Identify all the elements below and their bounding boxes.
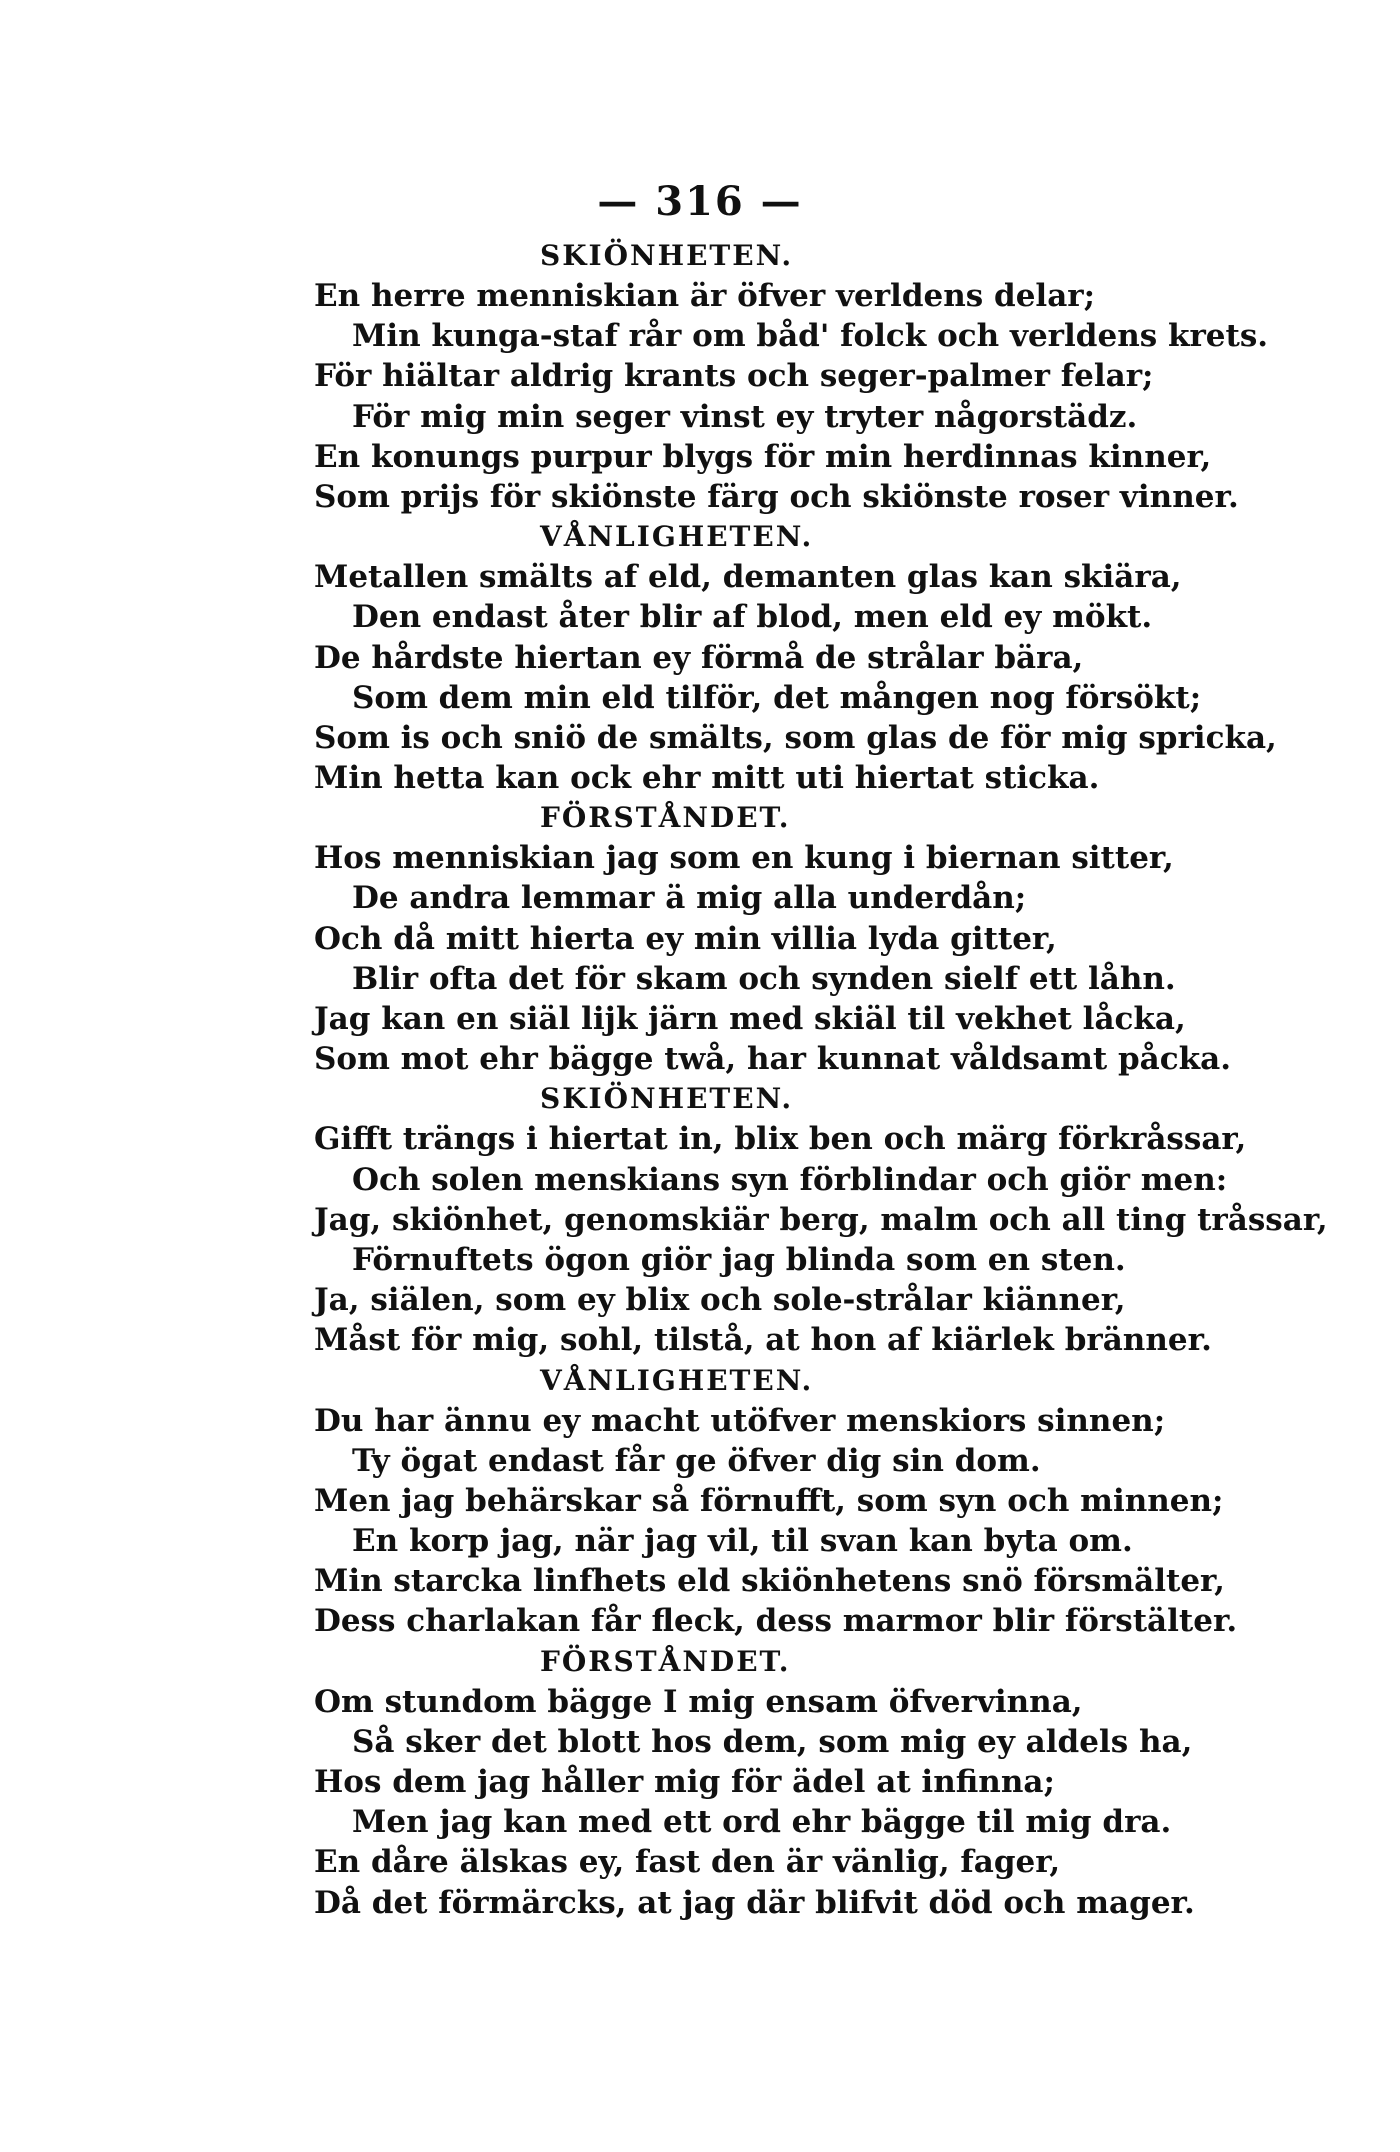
verse-line: Och då mitt hierta ey min villia lyda gitter, (314, 920, 1057, 957)
speaker-heading: VÅNLIGHETEN. (540, 1363, 814, 1397)
verse-line: För hiältar aldrig krants och seger-palmer felar; (314, 358, 1154, 395)
verse-line: En herre menniskian är öfver verldens delar; (314, 278, 1096, 314)
verse-line: Måst för mig, sohl, tilstå, at hon af kiärlek bränner. (314, 1322, 1212, 1359)
verse-line: Som dem min eld tilför, det mången nog försökt; (352, 679, 1202, 716)
verse-line: Dess charlakan får fleck, dess marmor blir förstälter. (314, 1603, 1238, 1640)
poem-section (314, 798, 1314, 1079)
verse-line: Jag kan en siäl lijk järn med skiäl til vekhet låcka, (314, 1001, 1186, 1037)
poem-section (314, 517, 1314, 798)
speaker-heading: SKIÖNHETEN. (540, 239, 794, 272)
poem-section (314, 1079, 1328, 1360)
verse-line: Min kunga-staf rår om båd' folck och verldens krets. (352, 318, 1269, 355)
verse-line: Så sker det blott hos dem, som mig ey aldels ha, (352, 1723, 1193, 1760)
verse-line: Min hetta kan ock ehr mitt uti hiertat sticka. (314, 760, 1100, 797)
verse-line: Jag, skiönhet, genomskiär berg, malm och all ting tråssar, (314, 1201, 1328, 1238)
verse-line: Som mot ehr bägge twå, har kunnat våldsamt påcka. (314, 1041, 1231, 1078)
verse-line: Som is och sniö de smälts, som glas de för mig spricka, (314, 719, 1277, 756)
poem-body (314, 236, 1328, 1923)
speaker-heading: VÅNLIGHETEN. (540, 520, 814, 554)
verse-line: Den endast åter blir af blod, men eld ey mökt. (352, 599, 1153, 636)
verse-line: Men jag kan med ett ord ehr bägge til mig dra. (352, 1804, 1172, 1841)
speaker-heading: FÖRSTÅNDET. (540, 801, 791, 835)
verse-line: En dåre älskas ey, fast den är vänlig, fager, (314, 1844, 1061, 1881)
verse-line: Blir ofta det för skam och synden sielf ett låhn. (352, 960, 1176, 997)
poem-section (314, 1642, 1314, 1923)
verse-line: Gifft trängs i hiertat in, blix ben och märg förkråssar, (314, 1121, 1247, 1158)
verse-line: Ty ögat endast får ge öfver dig sin dom. (352, 1442, 1041, 1479)
verse-line: Du har ännu ey macht utöfver menskiors sinnen; (314, 1402, 1166, 1439)
verse-line: Min starcka linfhets eld skiönhetens snö försmälter, (314, 1563, 1225, 1600)
speaker-heading: FÖRSTÅNDET. (540, 1644, 791, 1678)
speaker-heading: SKIÖNHETEN. (540, 1082, 794, 1116)
poem-section (314, 1361, 1314, 1642)
verse-line: En korp jag, när jag vil, til svan kan byta om. (352, 1523, 1133, 1560)
verse-line: En konungs purpur blygs för min herdinnas kinner, (314, 438, 1212, 475)
verse-line: Metallen smälts af eld, demanten glas kan skiära, (314, 559, 1182, 596)
page-number: — 316 — (597, 178, 803, 225)
verse-line: De andra lemmar ä mig alla underdån; (352, 880, 1027, 917)
verse-line: Förnuftets ögon giör jag blinda som en sten. (352, 1241, 1126, 1278)
verse-line: Hos menniskian jag som en kung i biernan sitter, (314, 840, 1174, 877)
verse-line: Som prijs för skiönste färg och skiönste roser vinner. (314, 478, 1239, 515)
verse-line: De hårdste hiertan ey förmå de strålar bära, (314, 639, 1084, 676)
verse-line: Om stundom bägge I mig ensam öfvervinna, (314, 1683, 1083, 1720)
poem-section (314, 236, 1314, 517)
verse-line: Då det förmärcks, at jag där blifvit död och mager. (314, 1884, 1195, 1921)
verse-line: Ja, siälen, som ey blix och sole-strålar kiänner, (314, 1282, 1126, 1319)
verse-line: Men jag behärskar så förnufft, som syn och minnen; (314, 1482, 1224, 1519)
verse-line: Hos dem jag håller mig för ädel at infinna; (314, 1764, 1055, 1800)
verse-line: Och solen menskians syn förblindar och giör men: (352, 1161, 1228, 1198)
verse-line: För mig min seger vinst ey tryter någorstädz. (352, 398, 1138, 435)
